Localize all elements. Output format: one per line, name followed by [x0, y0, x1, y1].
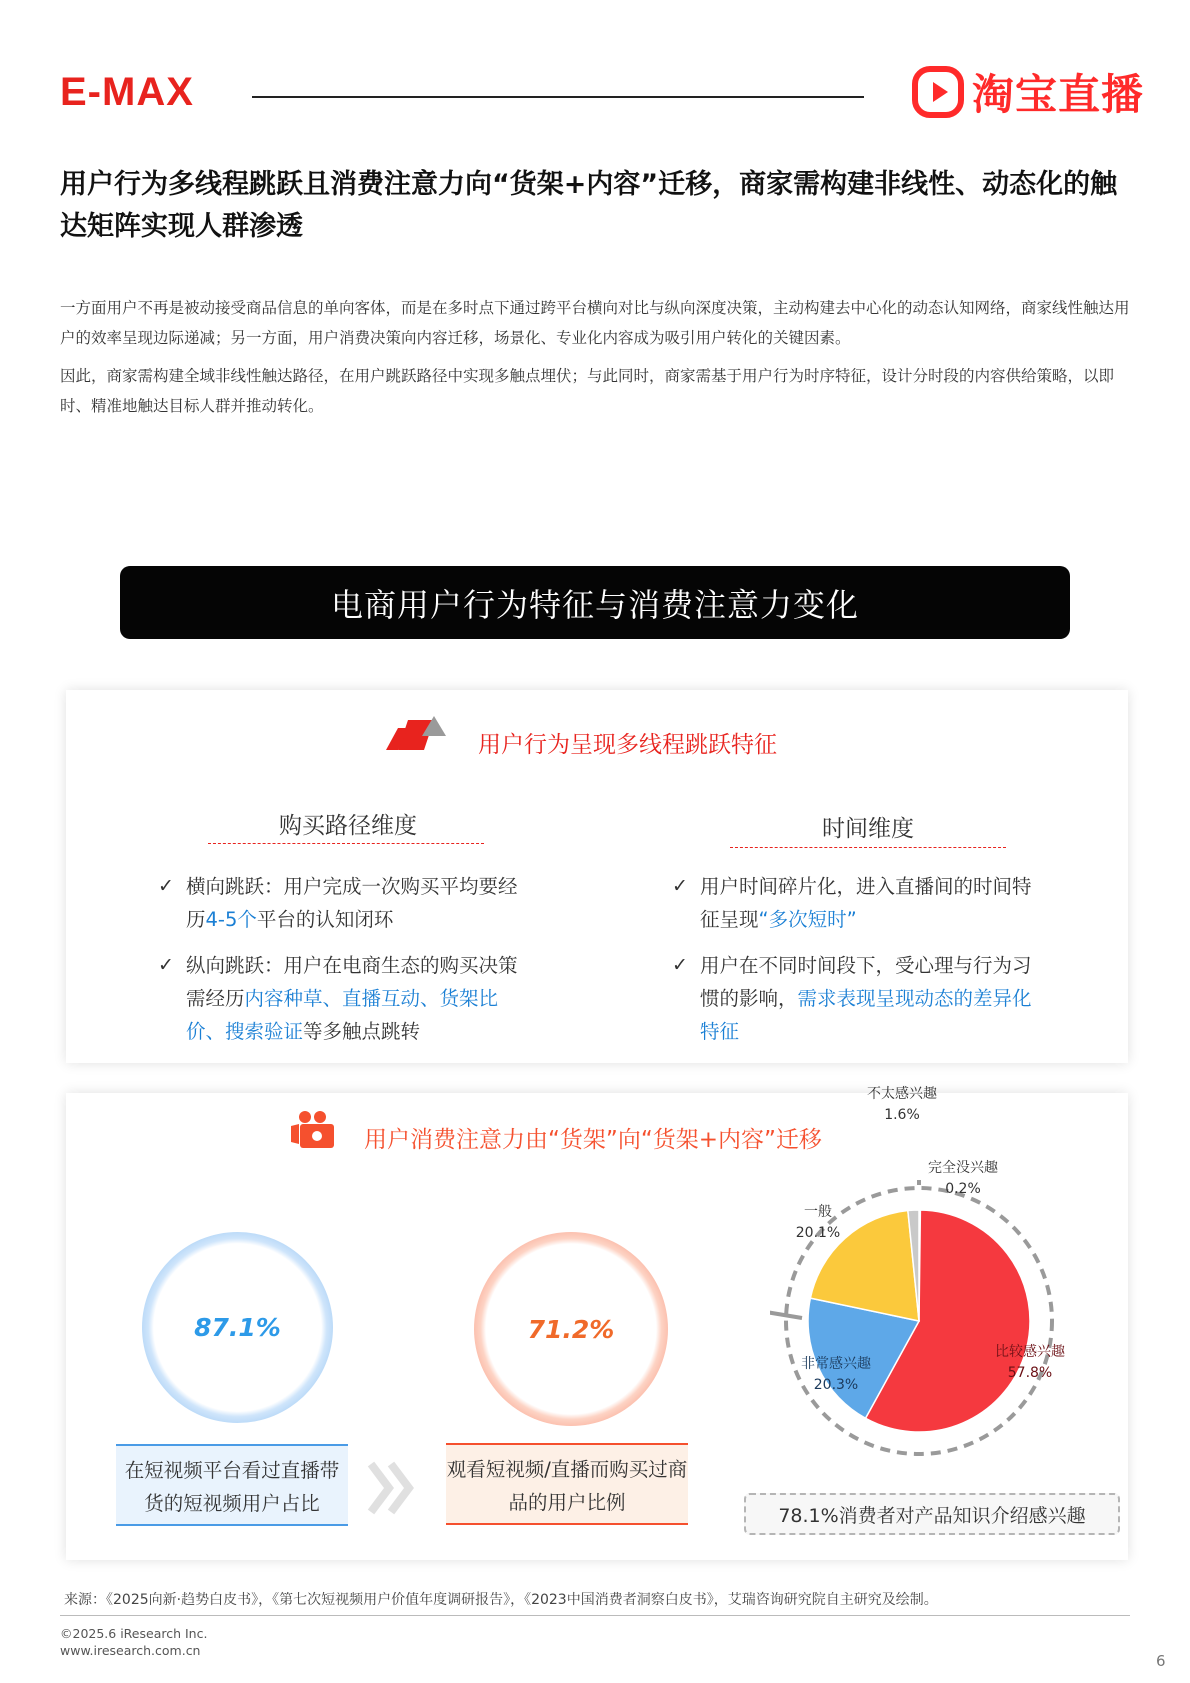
camera-icon	[291, 1110, 335, 1150]
pie-label-neutral: 一般 20.1%	[795, 1204, 841, 1241]
time-dimension-underline	[730, 847, 1006, 848]
check-icon: ✓	[672, 954, 688, 976]
purchase-path-underline	[208, 843, 484, 844]
source-note: 来源：《2025向新·趋势白皮书》，《第七次短视频用户价值年度调研报告》，《2023中国消费者洞察白皮书》，艾瑞咨询研究院自主研究及绘制。	[64, 1592, 938, 1608]
website-link[interactable]: www.iresearch.com.cn	[60, 1643, 201, 1658]
pie-label-not-very: 不太感兴趣 1.6%	[867, 1086, 937, 1123]
bullet-vertical-jump: 纵向跳跃：用户在电商生态的购买决策需经历内容种草、直播互动、货架比价、搜索验证等多触点跳转	[186, 954, 518, 1043]
stat-ring-orange	[474, 1232, 668, 1426]
taobao-live-wordmark: 淘宝直播	[972, 70, 1145, 119]
bullet-horizontal-jump: 横向跳跃：用户完成一次购买平均要经历4-5个平台的认知闭环	[186, 875, 518, 931]
taobao-live-logo	[912, 62, 1144, 122]
footer-divider	[60, 1615, 1130, 1616]
emax-logo: E-MAX	[60, 70, 194, 114]
page-headline: 用户行为多线程跳跃且消费注意力向“货架+内容”迁移，商家需构建非线性、动态化的触达矩阵实现人群渗透	[60, 169, 1118, 242]
play-icon	[912, 66, 964, 118]
pie-label-fairly: 比较感兴趣 57.8%	[995, 1344, 1065, 1381]
behavior-section-title: 用户行为呈现多线程跳跃特征	[478, 732, 777, 758]
intro-paragraph-1: 一方面用户不再是被动接受商品信息的单向客体，而是在多时点下通过跨平台横向对比与纵向深度决策，主动构建去中心化的动态认知网络，商家线性触达用户的效率呈现边际递减；另一方面，用户消费决策向内容迁移，场景化、专业化内容成为吸引用户转化的关键因素。	[60, 299, 1130, 347]
check-icon: ✓	[158, 875, 174, 897]
intro-paragraph-2: 因此，商家需构建全域非线性触达路径，在用户跳跃路径中实现多触点埋伏；与此同时，商家需基于用户行为时序特征，设计分时段的内容供给策略，以即时、精准地触达目标人群并推动转化。	[60, 367, 1115, 415]
pie-label-very: 非常感兴趣 20.3%	[801, 1356, 871, 1393]
double-chevron-icon	[367, 1458, 417, 1518]
pie-caption: 78.1%消费者对产品知识介绍感兴趣	[744, 1493, 1120, 1535]
check-icon: ✓	[672, 875, 688, 897]
stat-value-purchase-ratio: 71.2%	[506, 1264, 636, 1394]
stat-ring-blue	[142, 1232, 333, 1423]
section-emblem-icon	[386, 712, 448, 752]
copyright-text: ©2025.6 iResearch Inc.	[60, 1626, 208, 1641]
stat-value-short-video-live: 87.1%	[174, 1264, 302, 1392]
purchase-path-title: 购买路径维度	[279, 813, 417, 839]
page-number: 6	[1156, 1652, 1166, 1670]
time-dimension-title: 时间维度	[822, 816, 914, 842]
pie-label-not-at-all: 完全没兴趣 0.2%	[928, 1160, 998, 1197]
copyright	[60, 1625, 207, 1659]
header-divider	[252, 96, 864, 98]
bullet-fragmented-time: 用户时间碎片化，进入直播间的时间特征呈现“多次短时”	[700, 875, 1032, 931]
bullet-time-period: 用户在不同时间段下，受心理与行为习惯的影响，需求表现呈现动态的差异化特征	[700, 954, 1032, 1043]
stat-label-purchase-ratio: 观看短视频/直播而购买过商品的用户比例	[446, 1443, 688, 1525]
stat-label-short-video-live: 在短视频平台看过直播带货的短视频用户占比	[116, 1444, 348, 1526]
section-banner: 电商用户行为特征与消费注意力变化	[120, 566, 1070, 639]
check-icon: ✓	[158, 954, 174, 976]
attention-section-title: 用户消费注意力由“货架”向“货架+内容”迁移	[364, 1127, 822, 1153]
